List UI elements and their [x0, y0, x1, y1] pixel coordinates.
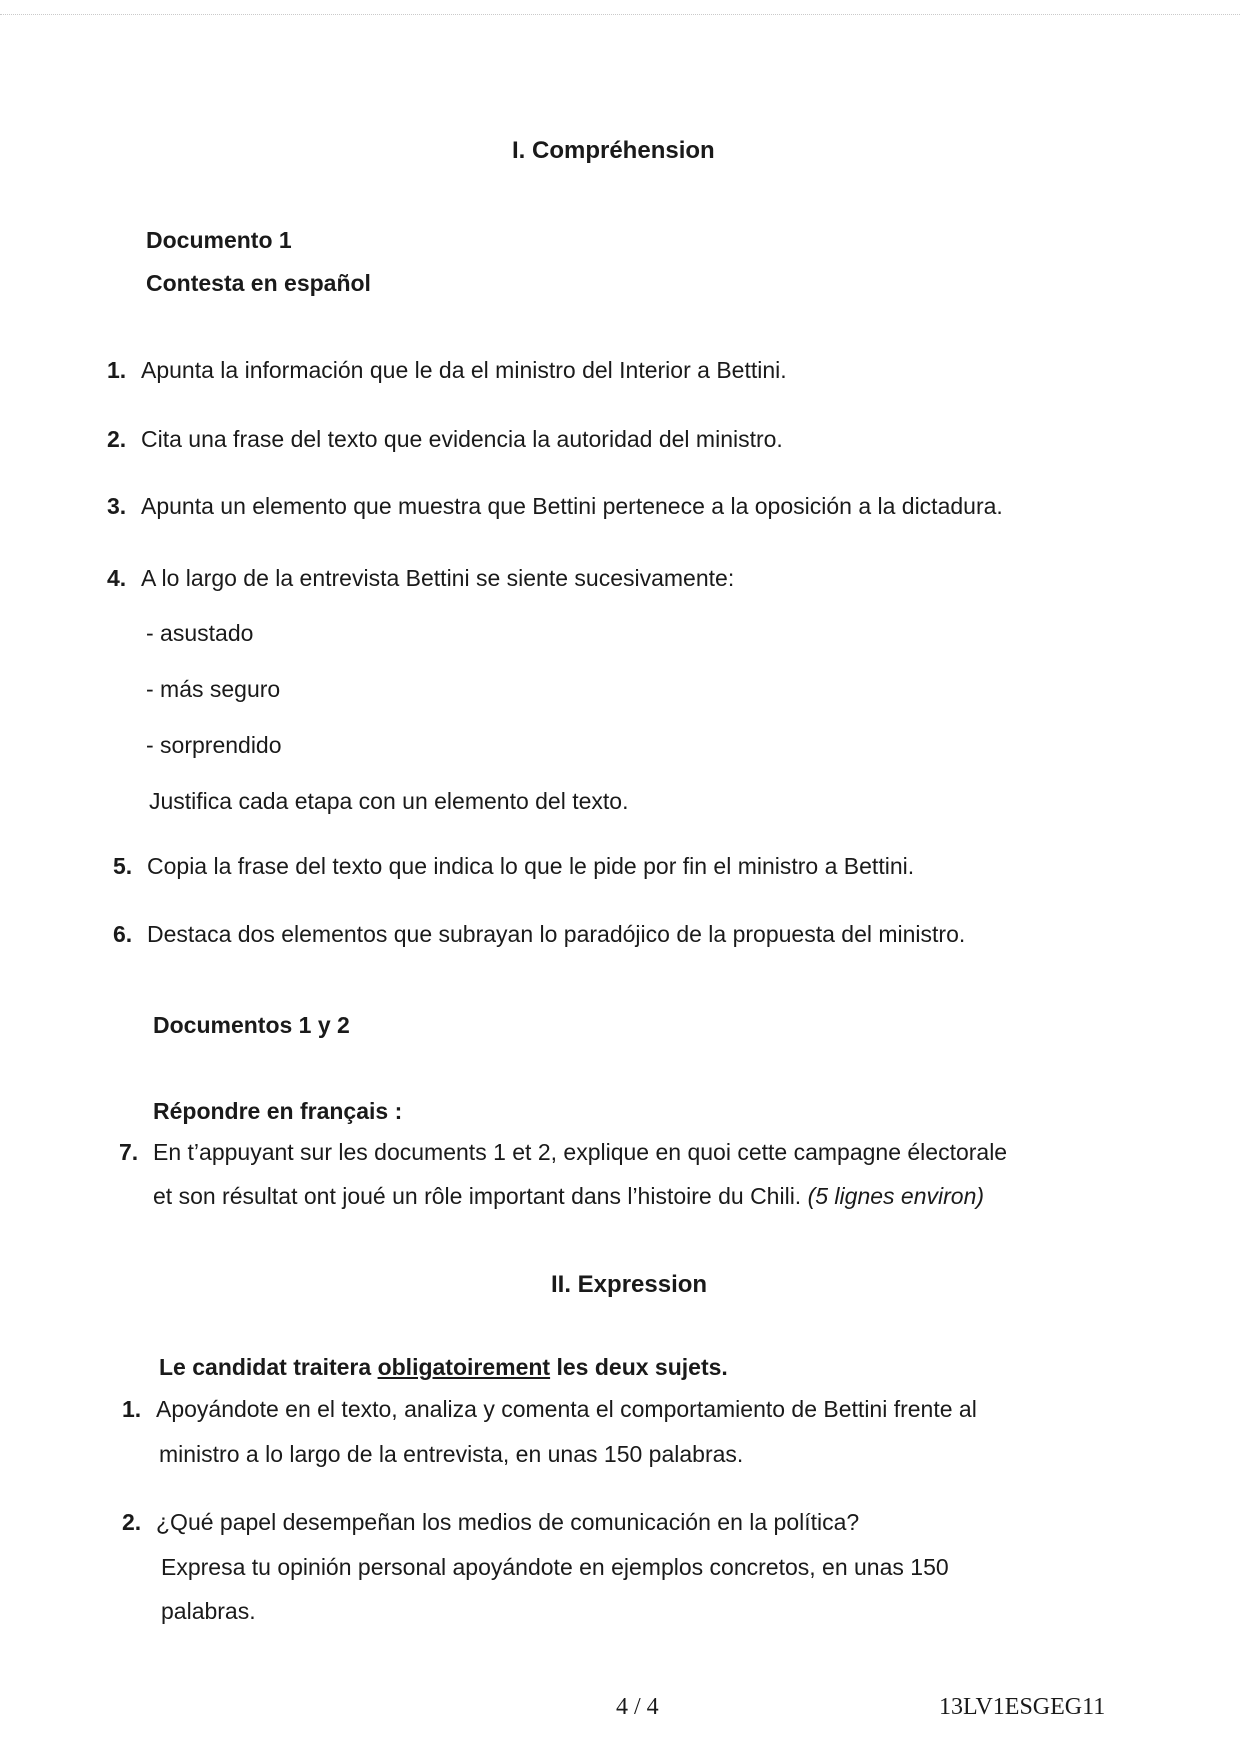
subject-text: Apoyándote en el texto, analiza y comenta el comportamiento de Bettini frente al — [156, 1396, 977, 1422]
question-number: 2. — [107, 426, 127, 452]
question-4 — [107, 564, 734, 592]
question-number: 5. — [113, 853, 133, 879]
instruction-emphasis: obligatoirement — [377, 1354, 551, 1380]
subject-1-line-1 — [122, 1395, 977, 1423]
question-text: et son résultat ont joué un rôle important dans l’histoire du Chili. — [153, 1183, 802, 1209]
question-text: Cita una frase del texto que evidencia la autoridad del ministro. — [141, 426, 783, 452]
subject-2-line-1 — [122, 1508, 859, 1536]
question-text: Apunta la información que le da el ministro del Interior a Bettini. — [141, 357, 787, 383]
subject-number: 2. — [122, 1509, 142, 1535]
instruction-text: Le candidat traitera — [159, 1354, 372, 1380]
question-number: 6. — [113, 921, 133, 947]
doc12-heading: Documentos 1 y 2 — [153, 1012, 350, 1038]
question-7-length-note: (5 lignes environ) — [807, 1183, 985, 1209]
doc1-heading: Documento 1 — [146, 227, 292, 253]
question-5 — [113, 852, 914, 880]
question-text: En t’appuyant sur les documents 1 et 2, explique en quoi cette campagne électorale — [153, 1139, 1008, 1165]
question-3 — [107, 492, 1003, 520]
section-title-expression: II. Expression — [551, 1271, 708, 1298]
subject-number: 1. — [122, 1396, 142, 1422]
question-number: 7. — [119, 1139, 139, 1165]
french-instruction-heading: Répondre en français : — [153, 1098, 403, 1124]
q4-item-sorprendido: - sorprendido — [146, 732, 282, 758]
document-code: 13LV1ESGEG11 — [939, 1694, 1106, 1720]
q4-item-asustado: - asustado — [146, 620, 254, 646]
q4-item-mas-seguro: - más seguro — [146, 676, 281, 702]
question-text: Destaca dos elementos que subrayan lo paradójico de la propuesta del ministro. — [147, 921, 966, 947]
q4-note: Justifica cada etapa con un elemento del texto. — [149, 788, 629, 814]
question-7-line-2 — [153, 1182, 984, 1210]
doc1-subheading: Contesta en español — [146, 270, 371, 296]
scan-edge-artifact — [0, 14, 1240, 21]
section-title-comprehension: I. Compréhension — [512, 137, 715, 164]
subject-2-line-2: Expresa tu opinión personal apoyándote en ejemplos concretos, en unas 150 — [161, 1554, 949, 1580]
question-6 — [113, 920, 965, 948]
subject-1-line-2: ministro a lo largo de la entrevista, en unas 150 palabras. — [159, 1441, 744, 1467]
question-number: 4. — [107, 565, 127, 591]
question-2 — [107, 425, 783, 453]
subject-text: ¿Qué papel desempeñan los medios de comunicación en la política? — [156, 1509, 860, 1535]
question-1 — [107, 356, 787, 384]
question-number: 1. — [107, 357, 127, 383]
question-text: A lo largo de la entrevista Bettini se siente sucesivamente: — [141, 565, 735, 591]
expression-instruction — [159, 1354, 728, 1381]
question-7-line-1 — [119, 1138, 1007, 1166]
question-number: 3. — [107, 493, 127, 519]
question-text: Copia la frase del texto que indica lo que le pide por fin el ministro a Bettini. — [147, 853, 915, 879]
subject-2-line-3: palabras. — [161, 1598, 256, 1624]
page-number: 4 / 4 — [616, 1694, 659, 1720]
instruction-text: les deux sujets. — [556, 1354, 728, 1380]
question-text: Apunta un elemento que muestra que Bettini pertenece a la oposición a la dictadura. — [141, 493, 1003, 519]
